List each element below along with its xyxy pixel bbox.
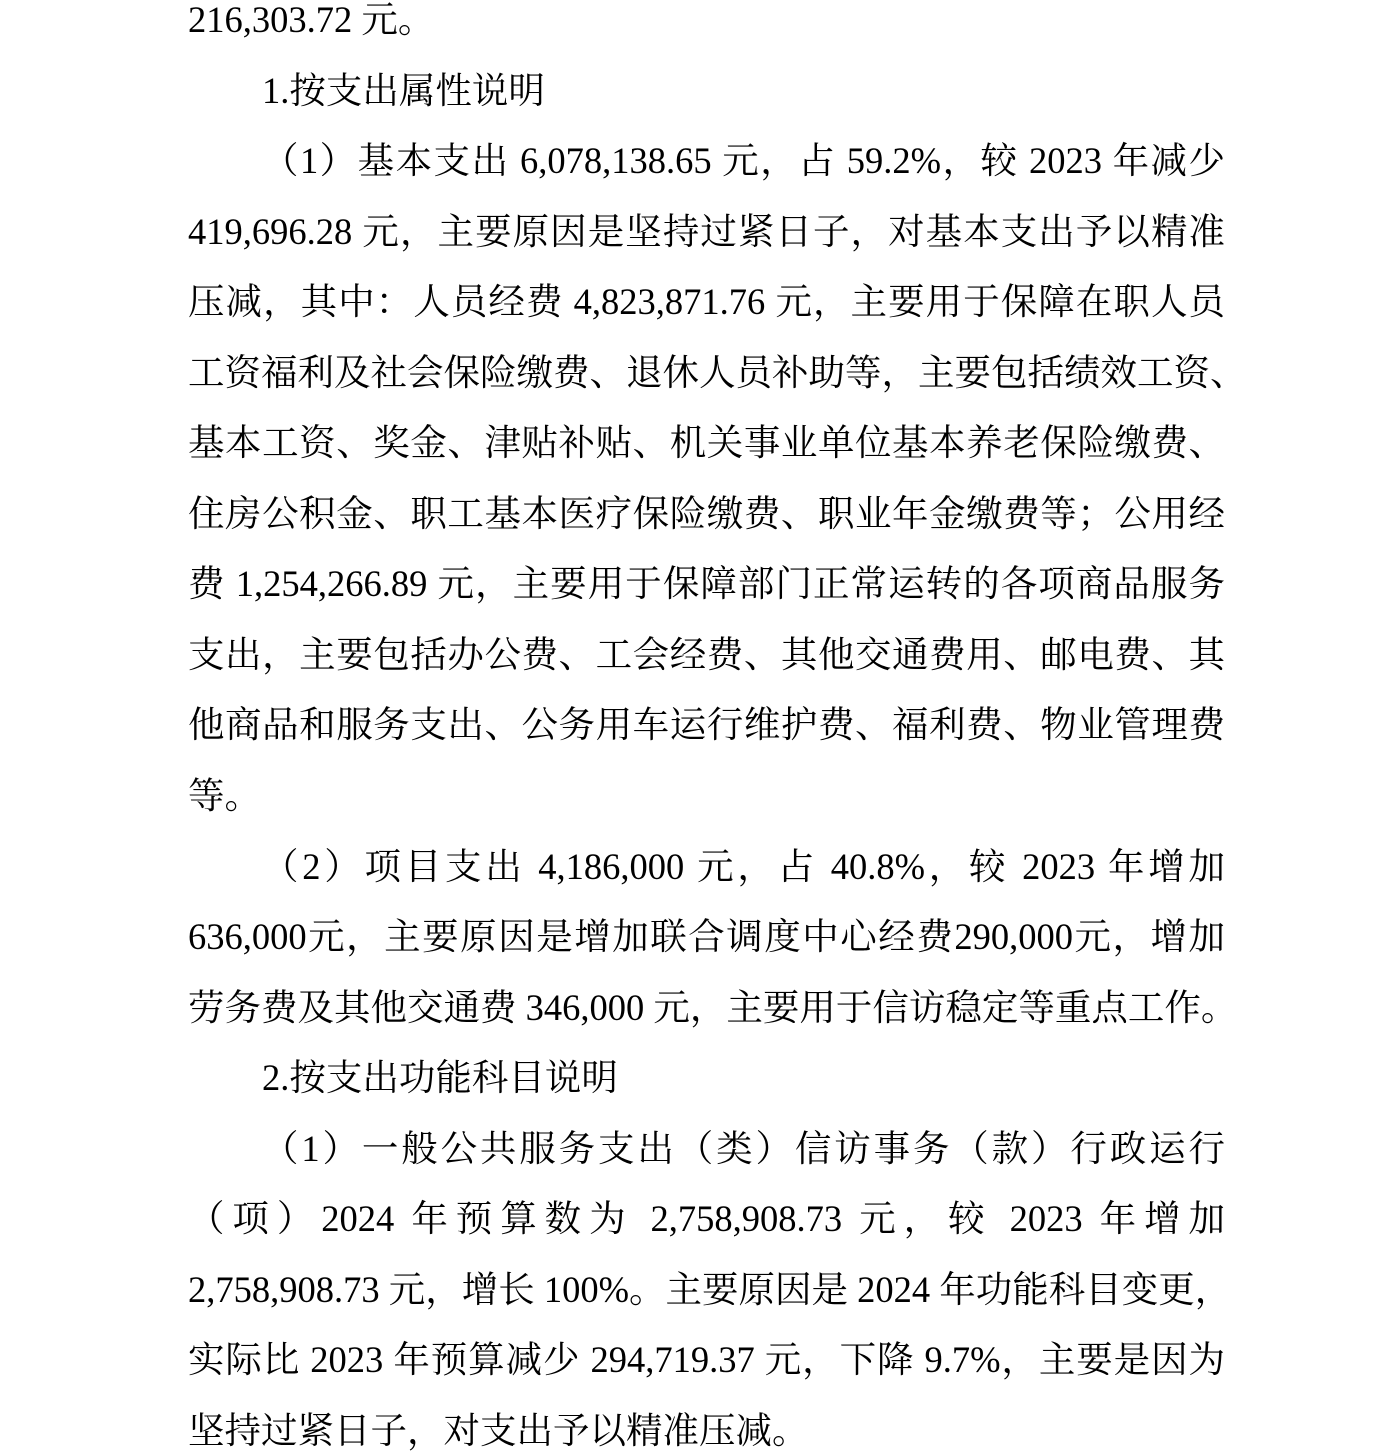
section-heading-by-expense-attribute [188,56,1225,127]
text-line: （项）2024 年预算数为 2,758,908.73 元，较 2023 年增加 [188,1198,1225,1240]
text-line: 2,758,908.73 元，增长 100%。主要原因是 2024 年功能科目变更， [188,1268,1232,1310]
section-heading-by-function [188,1043,1225,1114]
paragraph-project-expenditure [188,832,1238,1044]
text-line: 住房公积金、职工基本医疗保险缴费、职业年金缴费等；公用经 [188,492,1225,534]
text-line: 636,000元，主要原因是增加联合调度中心经费290,000元，增加 [188,916,1225,958]
document-body [188,0,1247,1454]
text-line: 实际比 2023 年预算减少 294,719.37 元，下降 9.7%，主要是因为 [188,1339,1225,1381]
text-line: （1）基本支出 6,078,138.65 元，占 59.2%，较 2023 年减少 [262,140,1225,182]
text-line: 坚持过紧日子，对支出予以精准压减。 [188,1409,809,1451]
text-line: 支出，主要包括办公费、工会经费、其他交通费用、邮电费、其 [188,633,1225,675]
text-line: 费 1,254,266.89 元，主要用于保障部门正常运转的各项商品服务 [188,563,1225,605]
heading-line: 2.按支出功能科目说明 [262,1057,618,1099]
text-line: （1）一般公共服务支出（类）信访事务（款）行政运行 [262,1127,1225,1169]
text-line: 等。 [188,775,261,817]
paragraph-public-service-expenditure [188,1114,1232,1454]
text-line: 他商品和服务支出、公务用车运行维护费、福利费、物业管理费 [188,704,1225,746]
text-line: 工资福利及社会保险缴费、退休人员补助等，主要包括绩效工资、 [188,351,1247,393]
paragraph-continuation [188,0,1225,56]
text-line: 419,696.28 元，主要原因是坚持过紧日子，对基本支出予以精准 [188,210,1225,252]
text-line: 216,303.72 元。 [188,0,435,40]
paragraph-basic-expenditure [188,126,1247,831]
text-line: （2）项目支出 4,186,000 元，占 40.8%，较 2023 年增加 [262,845,1225,887]
text-line: 压减，其中：人员经费 4,823,871.76 元，主要用于保障在职人员 [188,281,1225,323]
text-line: 基本工资、奖金、津贴补贴、机关事业单位基本养老保险缴费、 [188,422,1225,464]
text-line: 劳务费及其他交通费 346,000 元，主要用于信访稳定等重点工作。 [188,986,1238,1028]
heading-line: 1.按支出属性说明 [262,69,545,111]
